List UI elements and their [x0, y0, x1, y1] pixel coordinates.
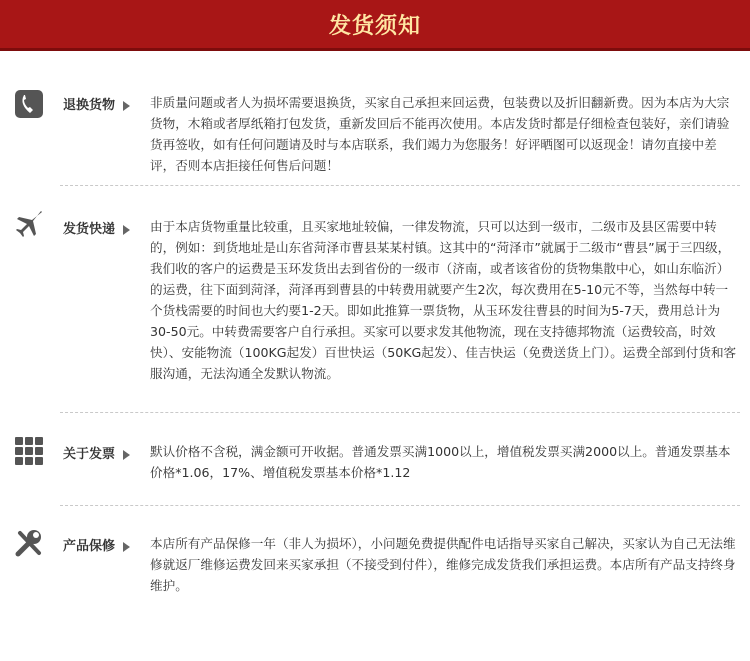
divider	[60, 412, 740, 413]
divider	[60, 505, 740, 506]
tools-icon	[14, 528, 44, 558]
banner	[0, 0, 750, 51]
airplane-icon	[14, 209, 44, 239]
phone-icon	[14, 89, 44, 119]
section-text: 本店所有产品保修一年（非人为损坏），小问题免费提供配件电话指导买家自己解决，买家认为自己无法维修就返厂维修运费发回来买家承担（不接受到付件），维修完成发货我们承担运费。本店所有产品支持终身维护。	[150, 536, 736, 593]
section-label: 关于发票	[63, 443, 130, 462]
grid-icon	[14, 436, 44, 466]
divider	[60, 185, 740, 186]
banner-title: 发货须知	[328, 13, 421, 39]
section-label: 产品保修	[63, 535, 130, 554]
section-text: 由于本店货物重量比较重，且买家地址较偏，一律发物流，只可以达到一级市，二级市及县区需要中转的，例如：到货地址是山东省菏泽市曹县某某村镇。这其中的“菏泽市”就属于二级市“曹县”属于三四级，我们收的客户的运费是玉环发货出去到省份的一级市（济南，或者该省份的货物集散中心，如山东临沂）的运费，往下面到菏泽，菏泽再到曹县的中转费用就要产生2次，每次费用在5-10元不等，当然每中转一个货栈需要的时间也大约要1-2天。即如此推算一票货物，从玉环发往曹县的时间为5-7天，费用总计为30-50元。中转费需要客户自行承担。买家可以要求发其他物流，现在支持德邦物流（运费较高，时效快）、安能物流（100KG起发）百世快运（50KG起发）、佳吉快运（免费送货上门）。运费全部到付货和客服沟通，无法沟通全发默认物流。	[150, 219, 737, 381]
section-text: 非质量问题或者人为损坏需要退换货，买家自己承担来回运费，包装费以及折旧翻新费。因为本店为大宗货物，木箱或者厚纸箱打包发货，重新发回后不能再次使用。本店发货时都是仔细检查包装好，亲们请验货再签收，如有任何问题请及时与本店联系，我们竭力为您服务！好评晒图可以返现金！请勿直接中差评，否则本店拒接任何售后问题！	[150, 95, 730, 173]
section-label: 发货快递	[63, 218, 130, 237]
section-label: 退换货物	[63, 94, 130, 113]
section-text: 默认价格不含税，满金额可开收据。普通发票买满1000以上，增值税发票买满2000以上。普通发票基本价格*1.06，17%、增值税发票基本价格*1.12	[150, 444, 731, 480]
